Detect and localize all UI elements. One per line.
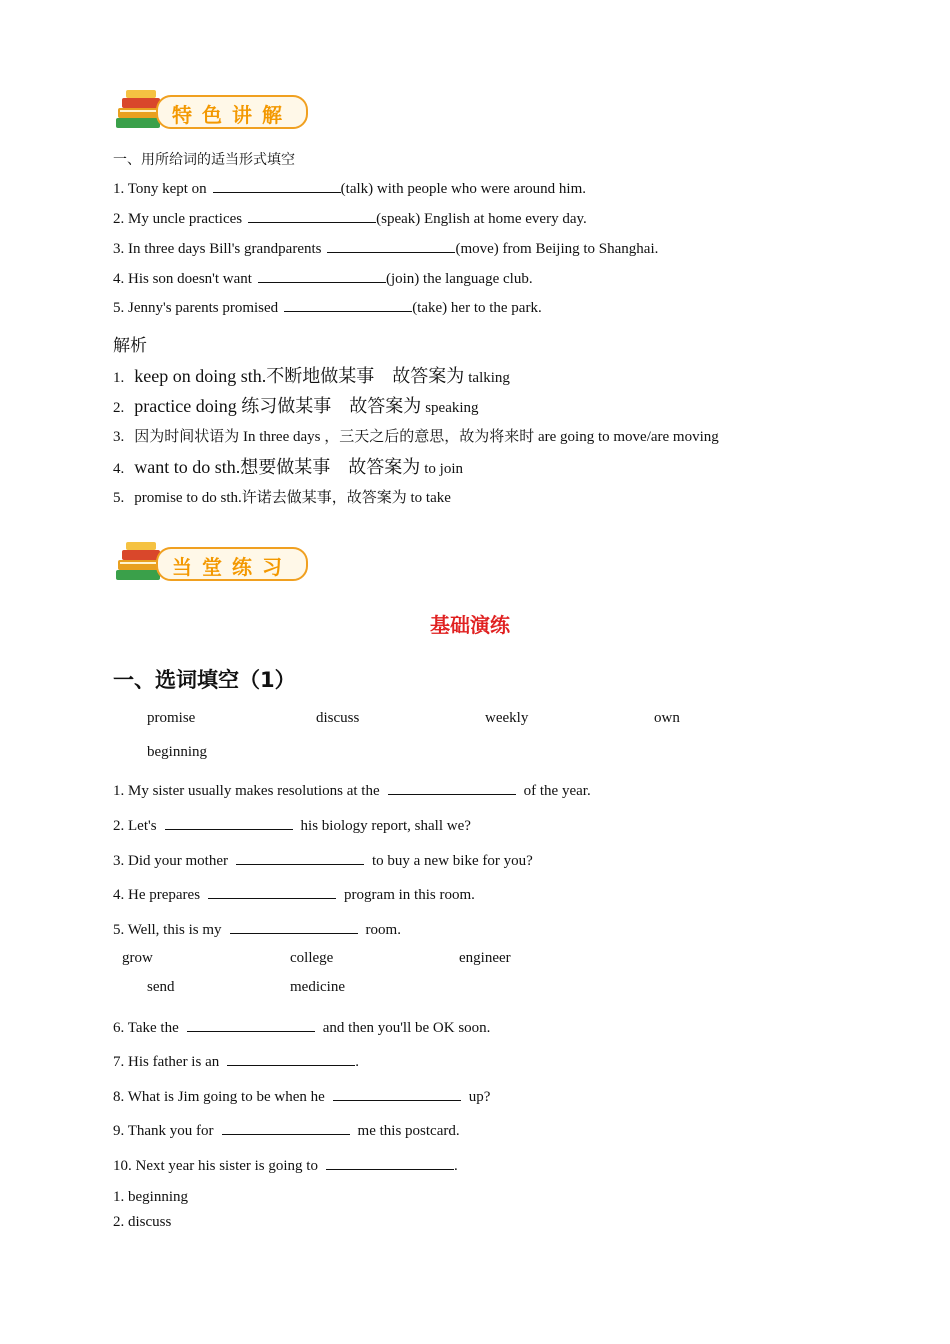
analysis-label: 解析 bbox=[113, 336, 147, 356]
answer-line: 2. discuss bbox=[113, 1214, 172, 1230]
answer-blank[interactable] bbox=[258, 268, 386, 283]
word-bank-item: discuss bbox=[316, 710, 360, 726]
answer-blank[interactable] bbox=[248, 208, 376, 223]
answer-blank[interactable] bbox=[388, 780, 516, 795]
answer-blank[interactable] bbox=[222, 1120, 350, 1135]
practice-item: 3. Did your mother to buy a new bike for you? bbox=[113, 850, 533, 870]
practice-item: 7. His father is an . bbox=[113, 1051, 359, 1071]
analysis-line: 2. practice doing 练习做某事 故答案为 speaking bbox=[113, 396, 479, 416]
answer-blank[interactable] bbox=[236, 850, 364, 865]
banner-label: 当堂练习 bbox=[172, 555, 292, 579]
answer-blank[interactable] bbox=[227, 1051, 355, 1066]
exercise-item: 3. In three days Bill's grandparents (move) from Beijing to Shanghai. bbox=[113, 238, 658, 258]
exercise-item: 5. Jenny's parents promised (take) her to the park. bbox=[113, 297, 542, 317]
word-bank-item: engineer bbox=[459, 950, 511, 966]
banner-tag bbox=[156, 95, 308, 129]
answer-blank[interactable] bbox=[187, 1017, 315, 1032]
analysis-line: 4. want to do sth.想要做某事 故答案为 to join bbox=[113, 457, 464, 477]
analysis-line: 1. keep on doing sth.不断地做某事 故答案为 talking bbox=[113, 366, 510, 386]
word-bank-item: send bbox=[147, 979, 175, 995]
answer-blank[interactable] bbox=[333, 1086, 461, 1101]
practice-item: 1. My sister usually makes resolutions at the of the year. bbox=[113, 780, 591, 800]
answer-blank[interactable] bbox=[230, 919, 358, 934]
banner-tag bbox=[156, 547, 308, 581]
answer-blank[interactable] bbox=[326, 1155, 454, 1170]
answer-blank[interactable] bbox=[165, 815, 293, 830]
answer-blank[interactable] bbox=[213, 178, 341, 193]
word-bank-item: beginning bbox=[147, 744, 207, 760]
exercise-item: 2. My uncle practices (speak) English at home every day. bbox=[113, 208, 587, 228]
exercise-item: 4. His son doesn't want (join) the language club. bbox=[113, 268, 533, 288]
word-bank-item: medicine bbox=[290, 979, 345, 995]
practice-item: 2. Let's his biology report, shall we? bbox=[113, 815, 471, 835]
practice-item: 5. Well, this is my room. bbox=[113, 919, 401, 939]
practice-item: 8. What is Jim going to be when he up? bbox=[113, 1086, 490, 1106]
word-bank-item: own bbox=[654, 710, 680, 726]
practice-title: 基础演练 bbox=[430, 613, 510, 637]
practice-item: 9. Thank you for me this postcard. bbox=[113, 1120, 460, 1140]
section-banner-practice bbox=[112, 540, 312, 588]
exercise-item: 1. Tony kept on (talk) with people who were around him. bbox=[113, 178, 586, 198]
exercise-heading: 一、用所给词的适当形式填空 bbox=[113, 152, 295, 168]
word-bank-item: college bbox=[290, 950, 334, 966]
practice-item: 4. He prepares program in this room. bbox=[113, 884, 475, 904]
practice-item: 10. Next year his sister is going to . bbox=[113, 1155, 458, 1175]
section-title: 一、选词填空（1） bbox=[113, 668, 296, 692]
answer-line: 1. beginning bbox=[113, 1189, 188, 1205]
analysis-line: 3. 因为时间状语为 In three days ，三天之后的意思，故为将来时 are going to move/are moving bbox=[113, 429, 719, 445]
word-bank-item: grow bbox=[122, 950, 153, 966]
answer-blank[interactable] bbox=[327, 238, 455, 253]
answer-blank[interactable] bbox=[208, 884, 336, 899]
practice-item: 6. Take the and then you'll be OK soon. bbox=[113, 1017, 490, 1037]
answer-blank[interactable] bbox=[284, 297, 412, 312]
word-bank-item: promise bbox=[147, 710, 196, 726]
word-bank-item: weekly bbox=[485, 710, 529, 726]
section-banner-features bbox=[112, 88, 312, 136]
analysis-line: 5. promise to do sth.许诺去做某事，故答案为 to take bbox=[113, 490, 451, 506]
banner-label: 特色讲解 bbox=[172, 103, 292, 127]
